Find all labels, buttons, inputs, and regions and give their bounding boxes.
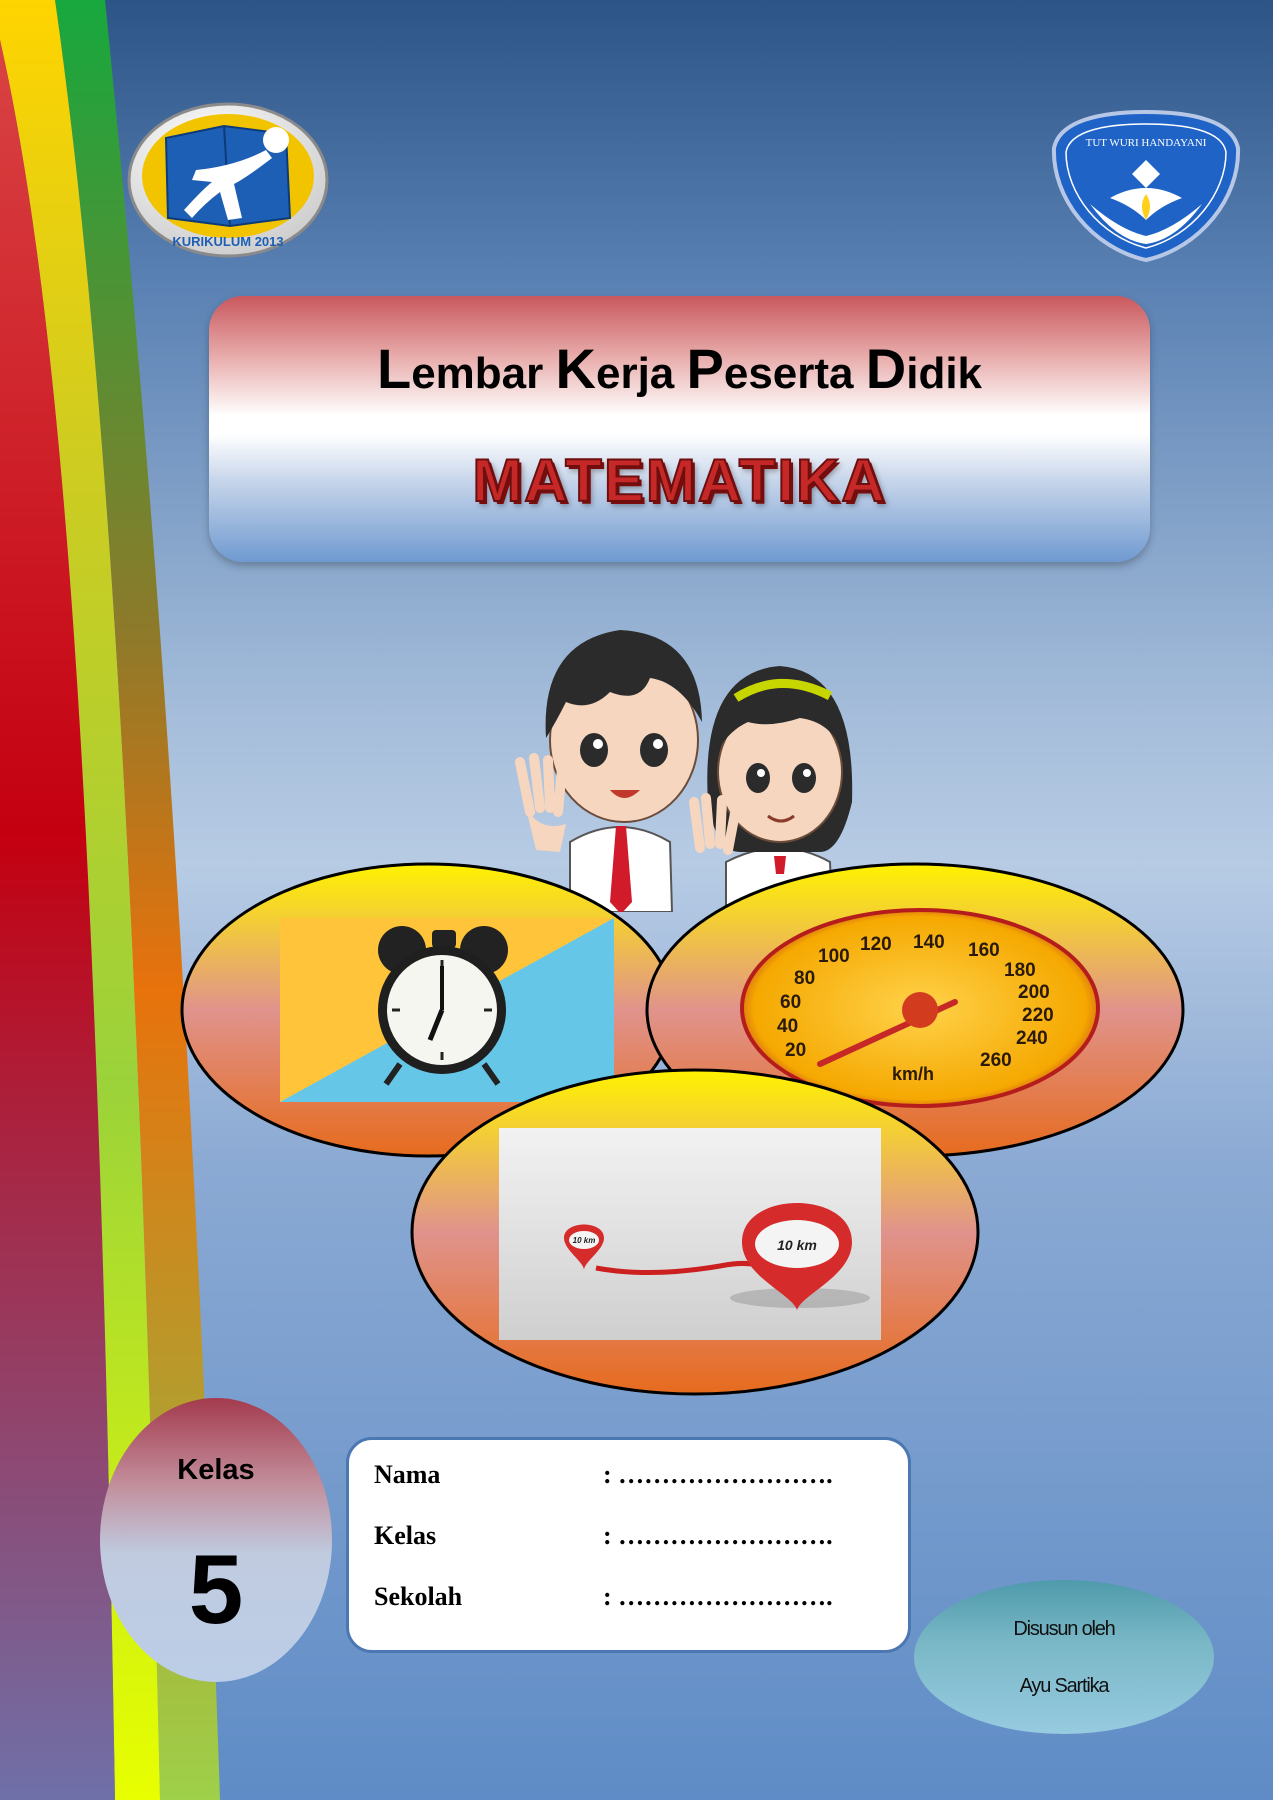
speedometer-tick-label: 80 [794, 968, 816, 989]
speedometer-tick-label: 240 [1016, 1028, 1048, 1049]
distance-label-large: 10 km [777, 1237, 817, 1253]
speedometer-tick-label: 140 [913, 932, 945, 953]
identity-row-name [374, 1460, 894, 1500]
grade-badge [100, 1398, 332, 1682]
title-banner [209, 296, 1150, 562]
identity-blank[interactable]: : ……………………. [603, 1460, 833, 1489]
speedometer-tick-label: 220 [1022, 1005, 1054, 1026]
identity-blank[interactable]: : ……………………. [603, 1521, 833, 1550]
speedometer-tick-label: 20 [785, 1040, 807, 1061]
speedometer-tick-label: 260 [980, 1050, 1012, 1071]
speedometer-tick-label: 100 [818, 946, 850, 967]
identity-row-class [374, 1521, 894, 1561]
identity-row-school [374, 1582, 894, 1622]
kurikulum-2013-logo-icon [126, 100, 330, 260]
alarm-clock-icon [280, 918, 614, 1102]
speedometer-tick-label: 200 [1018, 982, 1050, 1003]
speedometer-tick-label: 40 [777, 1016, 799, 1037]
illustration-ovals [180, 858, 1200, 1408]
worksheet-title [209, 336, 1150, 401]
title-word: Peserta [686, 337, 854, 400]
title-word: Kerja [555, 337, 675, 400]
author-name: Ayu Sartika [1019, 1675, 1109, 1697]
grade-label: Kelas [177, 1454, 255, 1486]
grade-number: 5 [188, 1534, 244, 1644]
subject-title: MATEMATIKA [472, 447, 887, 514]
author-badge [914, 1580, 1214, 1734]
tut-wuri-logo-text: TUT WURI HANDAYANI [1085, 137, 1207, 149]
title-word: Didik [865, 337, 983, 400]
identity-label: Sekolah [374, 1582, 463, 1611]
speedometer-tick-label: 120 [860, 934, 892, 955]
speedometer-tick-label: 160 [968, 940, 1000, 961]
map-pin-route-icon [499, 1128, 881, 1340]
speedometer-icon [742, 910, 1098, 1106]
author-caption: Disusun oleh [1013, 1618, 1115, 1640]
distance-label-small: 10 km [572, 1236, 596, 1245]
title-word: Lembar [376, 337, 544, 400]
speedometer-tick-label: 180 [1004, 960, 1036, 981]
speedometer-tick-label: 60 [780, 992, 802, 1013]
student-identity-box [346, 1437, 911, 1653]
identity-blank[interactable]: : ……………………. [603, 1582, 833, 1611]
tut-wuri-handayani-logo-icon [1050, 108, 1242, 264]
speedometer-unit: km/h [892, 1064, 935, 1084]
kurikulum-logo-text: KURIKULUM 2013 [172, 234, 284, 249]
identity-label: Nama [374, 1460, 441, 1489]
identity-label: Kelas [374, 1521, 437, 1550]
